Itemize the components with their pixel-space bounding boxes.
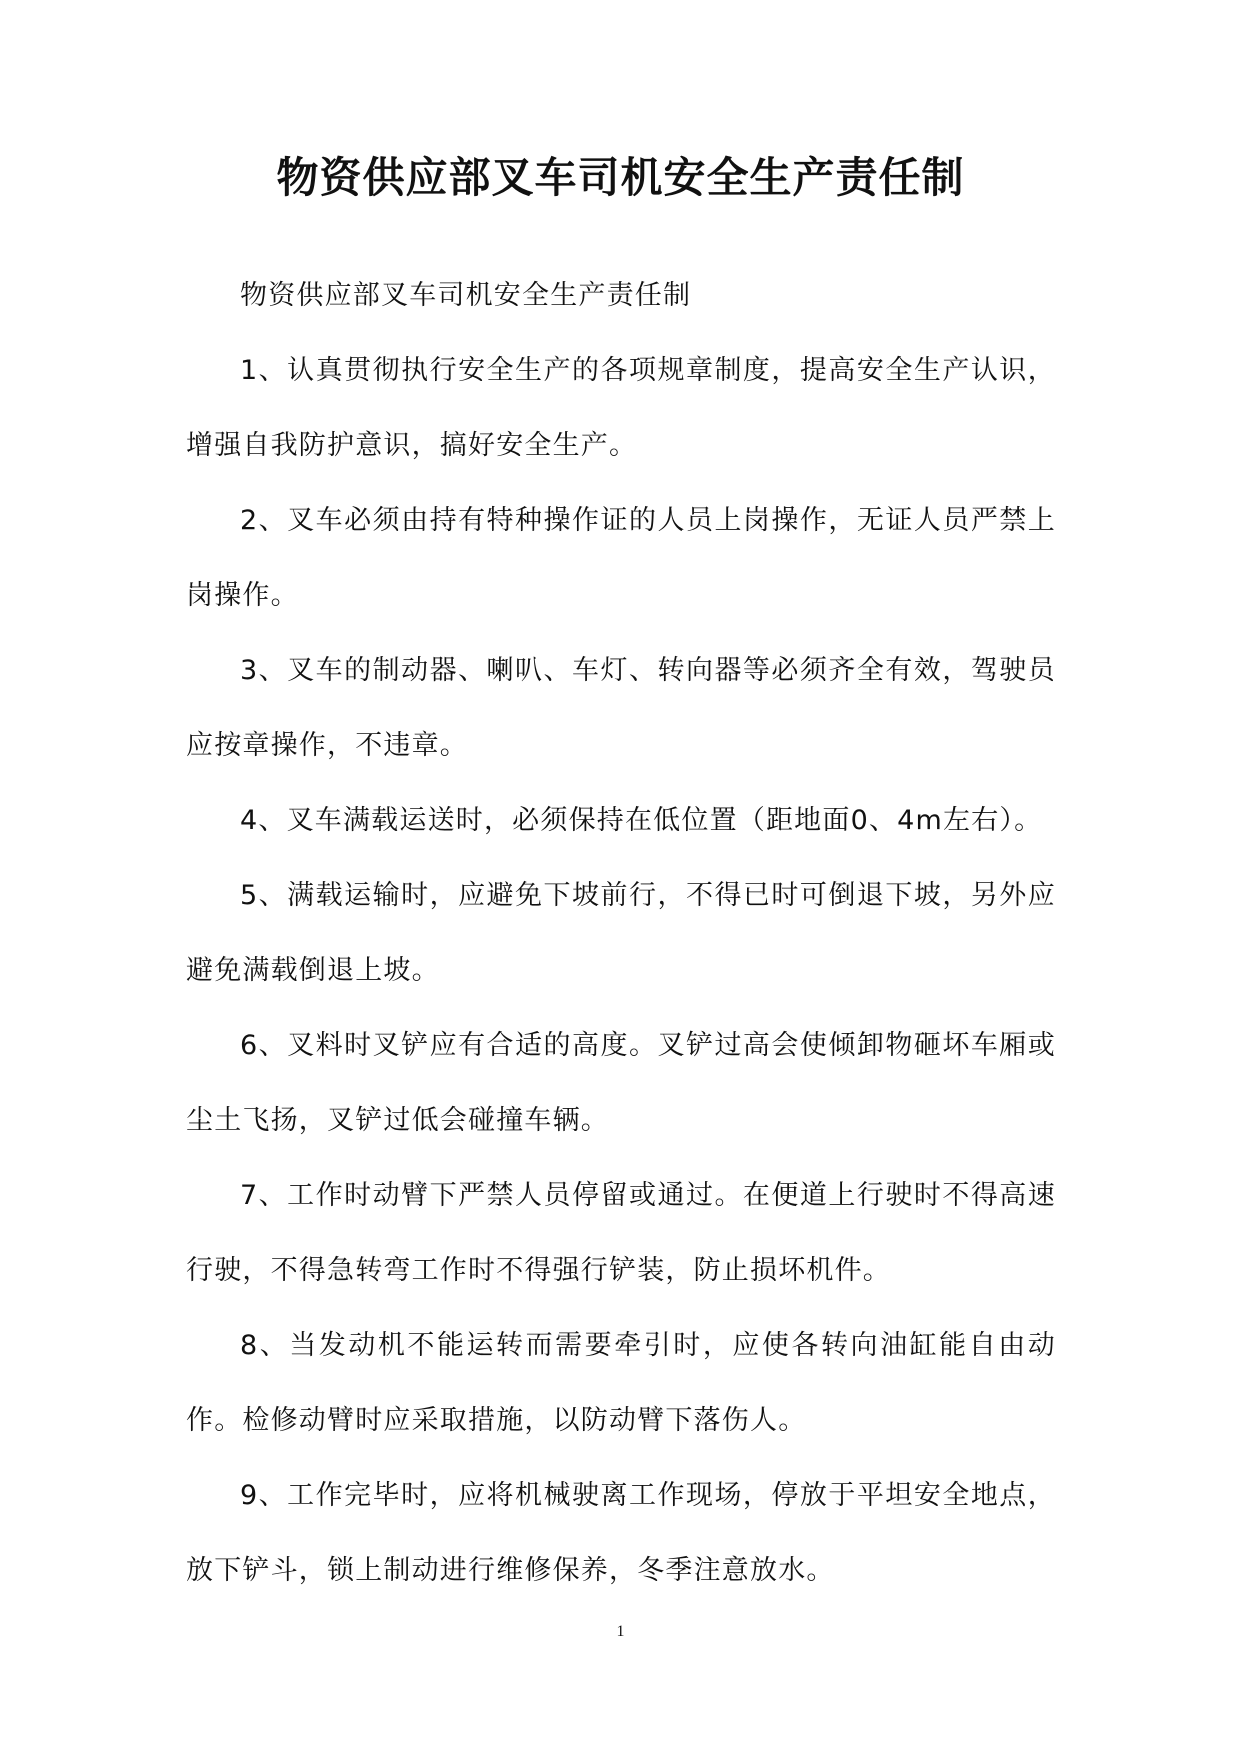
- document-subtitle: 物资供应部叉车司机安全生产责任制: [240, 280, 692, 311]
- document-body: [186, 258, 1056, 1608]
- page-number: 1: [616, 1623, 625, 1640]
- clause-4: 4、叉车满载运送时，必须保持在低位置（距地面0、4m左右）。: [240, 805, 1043, 836]
- clause-1: 1、认真贯彻执行安全生产的各项规章制度，提高安全生产认识，增强自我防护意识，搞好安全生产。: [186, 355, 1056, 461]
- clause-7: 7、工作时动臂下严禁人员停留或通过。在便道上行驶时不得高速行驶，不得急转弯工作时不得强行铲装，防止损坏机件。: [186, 1180, 1056, 1286]
- clause-8: 8、当发动机不能运转而需要牵引时，应使各转向油缸能自由动作。检修动臂时应采取措施，以防动臂下落伤人。: [186, 1330, 1056, 1436]
- clause-3: 3、叉车的制动器、喇叭、车灯、转向器等必须齐全有效，驾驶员应按章操作，不违章。: [186, 655, 1056, 761]
- document-title: 物资供应部叉车司机安全生产责任制: [276, 153, 965, 202]
- clause-9: 9、工作完毕时，应将机械驶离工作现场，停放于平坦安全地点，放下铲斗，锁上制动进行维修保养，冬季注意放水。: [186, 1480, 1056, 1586]
- clause-2: 2、叉车必须由持有特种操作证的人员上岗操作，无证人员严禁上岗操作。: [186, 505, 1056, 611]
- clause-5: 5、满载运输时，应避免下坡前行，不得已时可倒退下坡，另外应避免满载倒退上坡。: [186, 880, 1056, 986]
- clause-6: 6、叉料时叉铲应有合适的高度。叉铲过高会使倾卸物砸坏车厢或尘土飞扬，叉铲过低会碰撞车辆。: [186, 1030, 1056, 1136]
